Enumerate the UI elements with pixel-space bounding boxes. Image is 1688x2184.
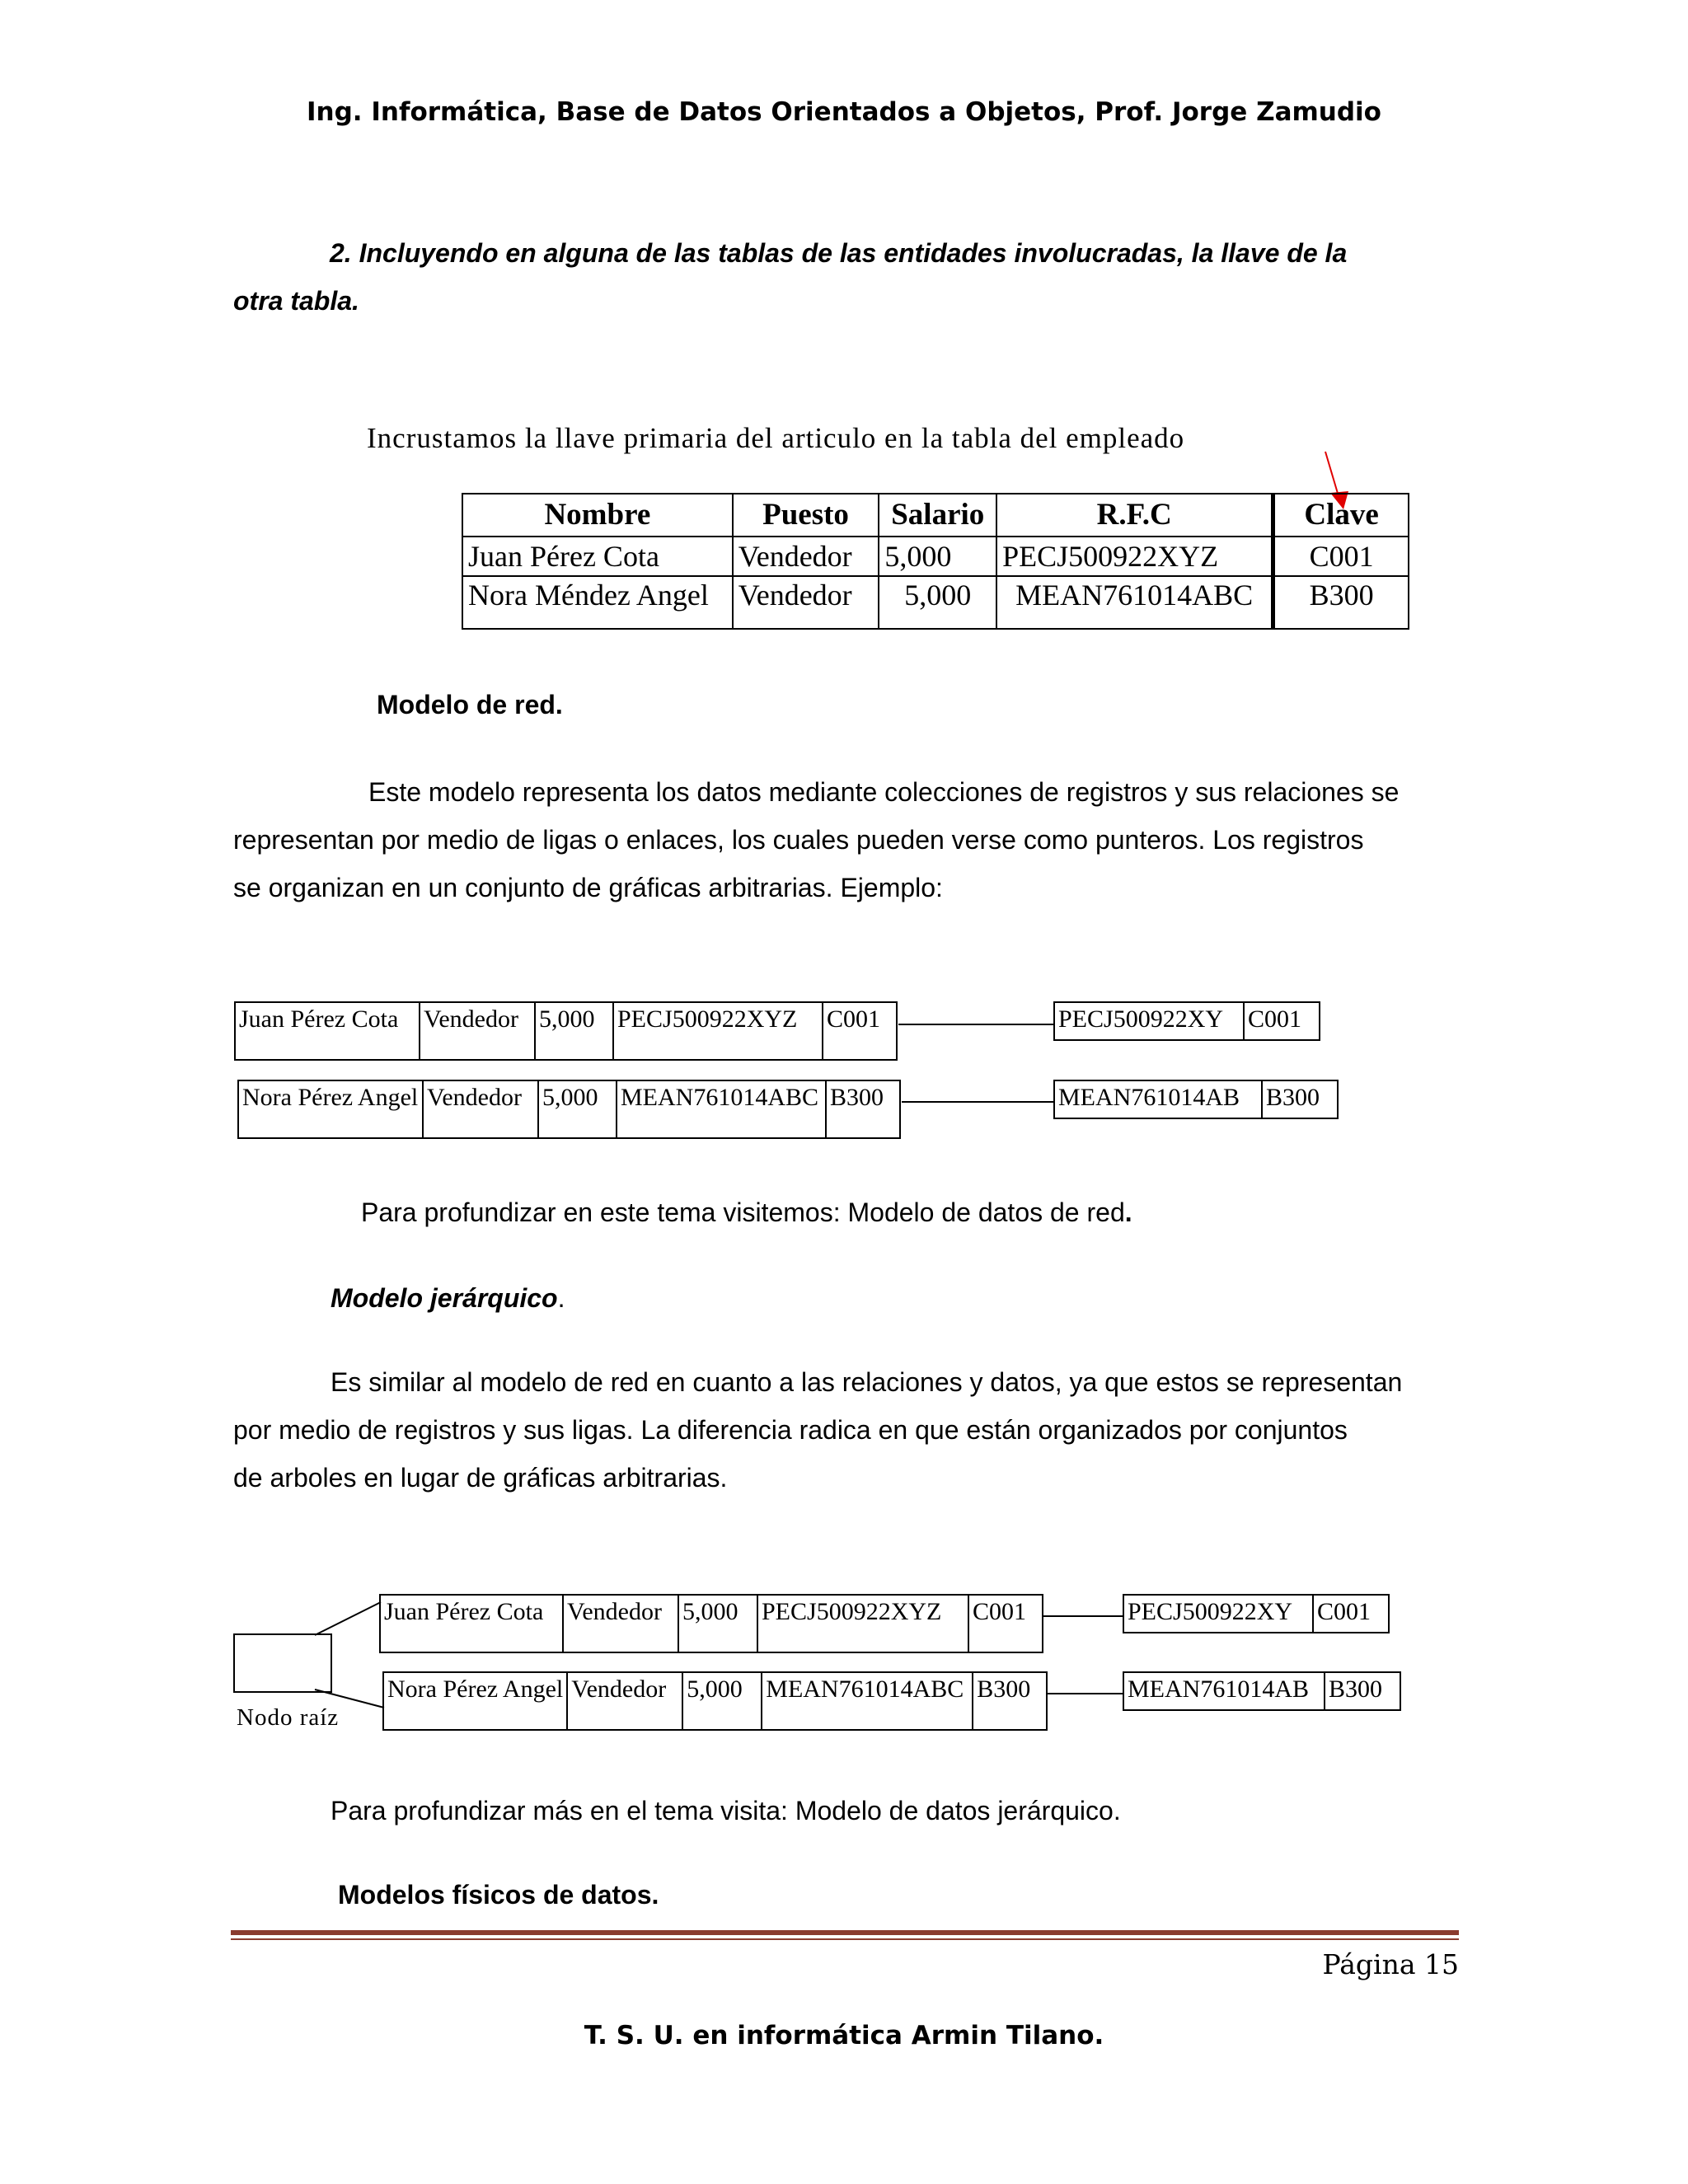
record-field: 5,000 [682,1672,762,1730]
record-field: Juan Pérez Cota [380,1595,563,1652]
jer-p3: de arboles en lugar de gráficas arbitrarias. [233,1463,728,1493]
table-cell: Juan Pérez Cota [462,537,733,576]
employee-table [462,493,1409,630]
record-field: B300 [1262,1080,1338,1118]
jer-p1: Es similar al modelo de red en cuanto a las relaciones y datos, ya que estos se representan [331,1367,1403,1397]
record-field: Nora Pérez Angel [383,1672,567,1730]
page-footer: T. S. U. en informática Armin Tilano. [584,2021,1104,2050]
footer-rule [231,1930,1459,1935]
record-field: 5,000 [535,1002,613,1060]
jer-heading [331,1274,565,1322]
red-record-2 [237,1080,901,1139]
record-field: C001 [1313,1595,1389,1633]
figure-caption: Incrustamos la llave primaria del articulo en la tabla del empleado [367,422,1185,454]
root-node-label: Nodo raíz [237,1704,340,1731]
table-row [462,576,1409,629]
red-p2: representan por medio de ligas o enlaces, los cuales pueden verse como punteros. Los registros [233,825,1364,855]
link-line [902,1101,1053,1103]
table-cell: 5,000 [879,537,996,576]
jer-more: Para profundizar más en el tema visita: Modelo de datos jerárquico. [331,1796,1121,1825]
record-field: 5,000 [678,1595,757,1652]
jer-record-2 [382,1671,1048,1731]
link-line [1047,1693,1123,1694]
header-puesto: Puesto [733,494,879,537]
jer-record-1 [379,1594,1043,1653]
header-clave: Clave [1273,494,1409,537]
red-linked-record-2 [1053,1080,1339,1119]
red-record-1 [234,1001,898,1061]
record-field: B300 [826,1080,900,1138]
record-field: Vendedor [567,1672,682,1730]
jer-p2: por medio de registros y sus ligas. La diferencia radica en que están organizados por conjuntos [233,1415,1348,1445]
header-nombre: Nombre [462,494,733,537]
record-field: PECJ500922XYZ [613,1002,823,1060]
link-line [1043,1615,1123,1617]
red-linked-record-1 [1053,1001,1320,1041]
footer-rule-thin [231,1938,1459,1940]
record-field: B300 [973,1672,1047,1730]
record-field: Juan Pérez Cota [235,1002,420,1060]
record-field: C001 [823,1002,897,1060]
red-more-text: Para profundizar en este tema visitemos: Modelo de datos de red [361,1197,1125,1227]
link-line [898,1024,1053,1025]
record-field: C001 [1244,1002,1320,1040]
record-field: PECJ500922XYZ [757,1595,968,1652]
record-field: Vendedor [423,1080,538,1138]
jer-heading-text: Modelo jerárquico [331,1283,558,1313]
table-cell: B300 [1273,576,1409,629]
table-cell: C001 [1273,537,1409,576]
red-p1: Este modelo representa los datos mediante colecciones de registros y sus relaciones se [368,777,1400,807]
table-cell: Nora Méndez Angel [462,576,733,629]
section2-line2: otra tabla. [233,286,359,316]
red-p3: se organizan en un conjunto de gráficas arbitrarias. Ejemplo: [233,873,943,902]
record-field: MEAN761014AB [1123,1672,1325,1710]
red-more-dot: . [1124,1197,1132,1227]
section2-line1: 2. Incluyendo en alguna de las tablas de las entidades involucradas, la llave de la [330,238,1348,268]
record-field: Nora Pérez Angel [238,1080,423,1138]
table-cell: Vendedor [733,576,879,629]
record-field: C001 [968,1595,1043,1652]
record-field: MEAN761014AB [1054,1080,1262,1118]
jer-linked-record-1 [1123,1594,1390,1633]
table-cell: 5,000 [879,576,996,629]
fisicos-heading: Modelos físicos de datos. [338,1880,659,1910]
jer-heading-dot: . [557,1283,565,1313]
red-heading: Modelo de red. [377,690,563,719]
record-field: MEAN761014ABC [762,1672,973,1730]
page-number: Página 15 [1322,1948,1459,1980]
page-header: Ing. Informática, Base de Datos Orientados a Objetos, Prof. Jorge Zamudio [307,97,1381,127]
record-field: 5,000 [538,1080,617,1138]
record-field: B300 [1325,1672,1400,1710]
table-cell: PECJ500922XYZ [996,537,1273,576]
record-field: MEAN761014ABC [617,1080,826,1138]
record-field: Vendedor [420,1002,535,1060]
header-rfc: R.F.C [996,494,1273,537]
record-field: Vendedor [563,1595,678,1652]
table-cell: MEAN761014ABC [996,576,1273,629]
record-field: PECJ500922XY [1123,1595,1313,1633]
red-more [361,1188,1132,1236]
table-cell: Vendedor [733,537,879,576]
header-salario: Salario [879,494,996,537]
table-header-row [462,494,1409,537]
jer-linked-record-2 [1123,1671,1401,1711]
table-row [462,537,1409,576]
record-field: PECJ500922XY [1054,1002,1244,1040]
